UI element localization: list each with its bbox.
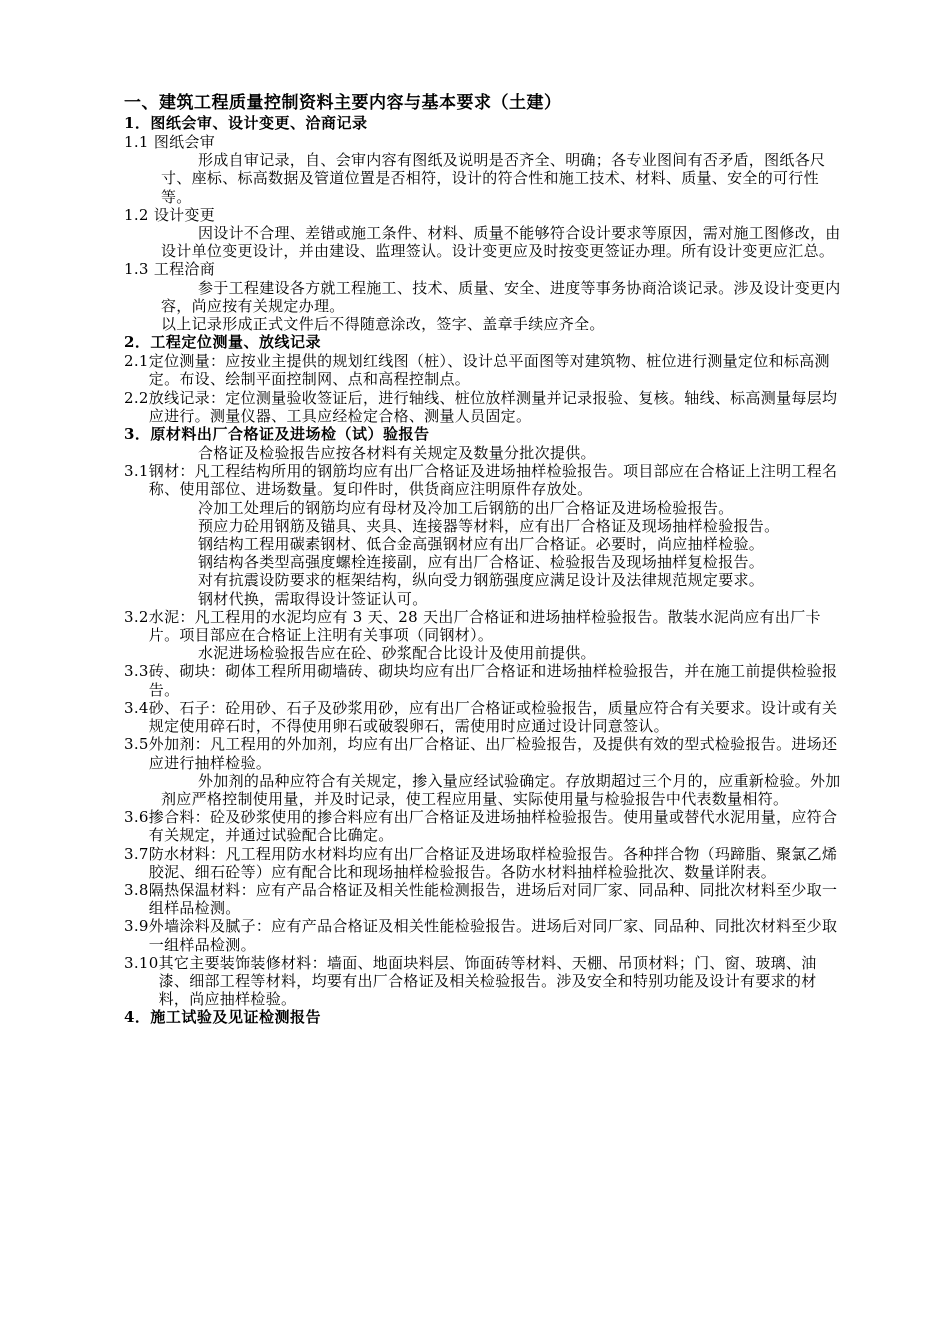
- subsection-1-1-heading: 1.1 图纸会审: [124, 133, 216, 151]
- item-number: 3.3: [124, 662, 149, 681]
- item-number: 3.1: [124, 462, 149, 481]
- item-text: 掺合料：砼及砂浆使用的掺合料应有出厂合格证及进场抽样检验报告。使用量或替代水泥用量，应符合有关规定，并通过试验配合比确定。: [148, 808, 838, 845]
- paragraph: 钢结构各类型高强度螺栓连接副，应有出厂合格证、检验报告及现场抽样复检报告。: [198, 553, 765, 572]
- item-number: 3.6: [124, 808, 149, 827]
- paragraph: 水泥进场检验报告应在砼、砂浆配合比设计及使用前提供。: [198, 644, 596, 663]
- section-1-heading: 1．图纸会审、设计变更、洽商记录: [124, 114, 368, 132]
- list-item: [124, 608, 844, 644]
- subsection-1-2-heading: 1.2 设计变更: [124, 205, 216, 224]
- document-page: [124, 92, 844, 1027]
- note: 以上记录形成正式文件后不得随意涂改，签字、盖章手续应齐全。: [161, 315, 605, 334]
- item-text: 隔热保温材料：应有产品合格证及相关性能检测报告，进场后对同厂家、同品种、同批次材料至少取一组样品检测。: [148, 880, 838, 918]
- paragraph: 对有抗震设防要求的框架结构，纵向受力钢筋强度应满足设计及法律规范规定要求。: [198, 571, 765, 590]
- subsection-1-3-heading: 1.3 工程洽商: [124, 260, 216, 279]
- item-text: 定位测量：应按业主提供的规划红线图（桩）、设计总平面图等对建筑物、桩位进行测量定位和标高测定。布设、绘制平面控制网、点和高程控制点。: [148, 352, 830, 389]
- section-4-heading: 4．施工试验及见证检测报告: [124, 1008, 321, 1027]
- list-item: [124, 954, 844, 1009]
- list-item: [124, 352, 844, 388]
- list-item: [124, 735, 844, 771]
- paragraph: 冷加工处理后的钢筋均应有母材及冷加工后钢筋的出厂合格证及进场检验报告。: [198, 498, 734, 517]
- paragraph: 形成自审记录，自、会审内容有图纸及说明是否齐全、明确；各专业图间有否矛盾，图纸各尺寸、座标、标高数据及管道位置是否相符，设计的符合性和施工技术、材料、质量、安全的可行性等。: [161, 151, 826, 206]
- item-text: 水泥：凡工程用的水泥均应有 3 天、28 天出厂合格证和进场抽样检验报告。散装水泥尚应有出厂卡片。项目部应在合格证上注明有关事项（同钢材）。: [148, 607, 821, 645]
- item-number: 3.5: [124, 735, 149, 754]
- item-text: 外加剂：凡工程用的外加剂，均应有出厂合格证、出厂检验报告，及提供有效的型式检验报告。进场还应进行抽样检验。: [148, 735, 838, 772]
- list-item: [124, 662, 844, 698]
- paragraph: 预应力砼用钢筋及锚具、夹具、连接器等材料，应有出厂合格证及现场抽样检验报告。: [198, 516, 780, 535]
- paragraph: 外加剂的品种应符合有关规定，掺入量应经试验确定。存放期超过三个月的，应重新检验。外加剂应严格控制使用量，并及时记录，使工程应用量、实际使用量与检验报告中代表数量相符。: [161, 771, 841, 808]
- list-item: [124, 808, 844, 844]
- item-text: 砂、石子：砼用砂、石子及砂浆用砂，应有出厂合格证或检验报告，质量应符合有关要求。设计或有关规定使用碎石时，不得使用卵石或破裂卵石，需使用时应通过设计同意签认。: [148, 698, 838, 736]
- item-number: 3.9: [124, 917, 149, 936]
- item-text: 外墙涂料及腻子：应有产品合格证及相关性能检验报告。进场后对同厂家、同品种、同批次材料至少取一组样品检测。: [148, 917, 838, 954]
- item-text: 钢材：凡工程结构所用的钢筋均应有出厂合格证及进场抽样检验报告。项目部应在合格证上注明工程名称、使用部位、进场数量。复印件时，供货商应注明原件存放处。: [148, 462, 838, 499]
- section-3-intro: 合格证及检验报告应按各材料有关规定及数量分批次提供。: [198, 444, 596, 463]
- item-number: 3.8: [124, 880, 149, 899]
- document-title: 一、建筑工程质量控制资料主要内容与基本要求（土建）: [124, 93, 562, 113]
- item-number: 2.1: [124, 352, 149, 371]
- paragraph: 因设计不合理、差错或施工条件、材料、质量不能够符合设计要求等原因，需对施工图修改，由设计单位变更设计，并由建设、监理签认。设计变更应及时按变更签证办理。所有设计变更应汇总。: [161, 224, 841, 261]
- item-text: 放线记录：定位测量验收签证后，进行轴线、桩位放样测量并记录报验、复核。轴线、标高测量每层均应进行。测量仪器、工具应经检定合格、测量人员固定。: [148, 388, 838, 425]
- paragraph: 参于工程建设各方就工程施工、技术、质量、安全、进度等事务协商洽谈记录。涉及设计变更内容，尚应按有关规定办理。: [161, 278, 841, 315]
- item-text: 防水材料：凡工程用防水材料均应有出厂合格证及进场取样检验报告。各种拌合物（玛蹄脂、聚氯乙烯胶泥、细石砼等）应有配合比和现场抽样检验报告。各防水材料抽样检验批次、数量详附表。: [148, 844, 838, 881]
- paragraph: 钢材代换，需取得设计签证认可。: [198, 589, 428, 608]
- section-2-heading: 2．工程定位测量、放线记录: [124, 333, 321, 352]
- list-item: [124, 462, 844, 498]
- item-number: 3.10: [124, 953, 159, 972]
- list-item: [124, 389, 844, 425]
- list-item: [124, 881, 844, 917]
- list-item: [124, 699, 844, 735]
- item-number: 3.4: [124, 698, 149, 717]
- list-item: [124, 845, 844, 881]
- list-item: [124, 917, 844, 953]
- item-number: 3.7: [124, 844, 149, 863]
- section-3-heading: 3．原材料出厂合格证及进场检（试）验报告: [124, 425, 430, 444]
- paragraph: 钢结构工程用碳素钢材、低合金高强钢材应有出厂合格证。必要时，尚应抽样检验。: [198, 535, 765, 554]
- item-text: 其它主要装饰装修材料：墙面、地面块料层、饰面砖等材料、天棚、吊顶材料；门、窗、玻璃、油漆、细部工程等材料，均要有出厂合格证及相关检验报告。涉及安全和特别功能及设计有要求的材料，尚应抽样检验。: [158, 953, 817, 1009]
- item-text: 砖、砌块：砌体工程所用砌墙砖、砌块均应有出厂合格证和进场抽样检验报告，并在施工前提供检验报告。: [148, 662, 838, 699]
- item-number: 3.2: [124, 607, 149, 626]
- item-number: 2.2: [124, 388, 149, 407]
